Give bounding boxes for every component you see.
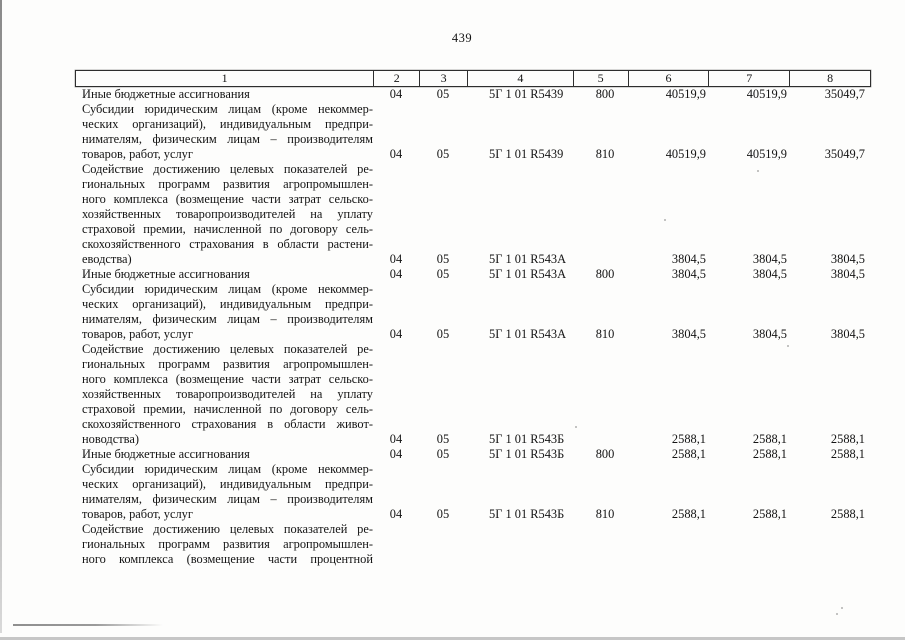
- table-row: [75, 282, 871, 342]
- header-cell-8: 8: [789, 71, 870, 86]
- cell-vr: 800: [595, 447, 615, 461]
- row-name: Субсидии юридическим лицам (кроме некоммер- ческих организаций), индивидуальным предпри- нимателям, физическим лицам – производителям товаров, работ, услуг: [82, 282, 373, 341]
- cell-code: [467, 552, 573, 567]
- cell-rz: 04: [389, 252, 403, 266]
- table-row: [75, 267, 871, 282]
- cell-amount-1: 40519,9: [665, 147, 706, 161]
- cell-amount-1: [628, 552, 709, 567]
- table-header-row: [75, 70, 871, 87]
- row-name: Содействие достижению целевых показателей ре- гиональных программ развития агропромышлен- ного комплекса (возмещение части процентной: [82, 522, 373, 566]
- scan-left-edge-line: [0, 0, 2, 633]
- cell-amount-1: 40519,9: [665, 87, 706, 101]
- cell-pz: 05: [436, 252, 450, 266]
- table-row: [75, 87, 871, 102]
- cell-pz: 05: [436, 87, 450, 101]
- cell-vr: [573, 432, 628, 447]
- cell-rz: [373, 552, 419, 567]
- cell-amount-2: 2588,1: [752, 432, 787, 446]
- cell-pz: 05: [436, 447, 450, 461]
- cell-amount-2: [709, 552, 790, 567]
- cell-pz: 05: [436, 432, 450, 446]
- cell-rz: 04: [389, 267, 403, 281]
- cell-amount-3: 2588,1: [830, 432, 865, 446]
- cell-amount-2: 40519,9: [746, 147, 787, 161]
- cell-rz: 04: [389, 87, 403, 101]
- cell-code: 5Г 1 01 R5439: [489, 147, 564, 161]
- cell-pz: 05: [436, 507, 450, 521]
- header-cell-7: 7: [708, 71, 789, 86]
- row-name: Содействие достижению целевых показателей ре- гиональных программ развития агропромышлен- ного комплекса (возмещение части затрат сельско- хозяйственных товаропроизводителей на уплату страховой премии, начисленной по договору сель- скохозяйственного страхования в области растени- еводства): [82, 162, 373, 266]
- scan-speck: [836, 613, 838, 615]
- header-cell-5: 5: [573, 71, 628, 86]
- row-name: Иные бюджетные ассигнования: [82, 447, 250, 461]
- cell-amount-3: 35049,7: [824, 147, 865, 161]
- cell-amount-3: 3804,5: [830, 252, 865, 266]
- table-body: [75, 87, 871, 567]
- cell-vr: 810: [595, 147, 615, 161]
- cell-vr: 800: [595, 267, 615, 281]
- cell-code: 5Г 1 01 R5439: [489, 87, 564, 101]
- table-row: [75, 522, 871, 567]
- cell-amount-2: 40519,9: [746, 87, 787, 101]
- cell-amount-3: 3804,5: [830, 267, 865, 281]
- cell-amount-3: 3804,5: [830, 327, 865, 341]
- cell-code: 5Г 1 01 R543Б: [489, 447, 565, 461]
- row-name: Иные бюджетные ассигнования: [82, 267, 250, 281]
- cell-code: 5Г 1 01 R543Б: [489, 432, 565, 446]
- cell-pz: 05: [436, 267, 450, 281]
- row-name: Содействие достижению целевых показателей ре- гиональных программ развития агропромышлен- ного комплекса (возмещение части затрат сельско- хозяйственных товаропроизводителей на уплату страховой премии, начисленной по договору сель- скохозяйственного страхования в области живот- новодства): [82, 342, 373, 446]
- cell-pz: 05: [436, 147, 450, 161]
- row-name: Субсидии юридическим лицам (кроме некоммер- ческих организаций), индивидуальным предпри- нимателям, физическим лицам – производителям товаров, работ, услуг: [82, 462, 373, 521]
- cell-vr: 800: [595, 87, 615, 101]
- cell-amount-2: 3804,5: [752, 252, 787, 266]
- cell-vr: 810: [595, 327, 615, 341]
- table-row: [75, 447, 871, 462]
- cell-amount-3: 2588,1: [830, 507, 865, 521]
- cell-vr: 810: [595, 507, 615, 521]
- scan-speck: [841, 607, 843, 609]
- table-row: [75, 162, 871, 267]
- cell-amount-2: 2588,1: [752, 507, 787, 521]
- cell-pz: [419, 552, 467, 567]
- cell-rz: 04: [389, 507, 403, 521]
- cell-rz: 04: [389, 327, 403, 341]
- table-row: [75, 342, 871, 447]
- cell-amount-1: 2588,1: [671, 447, 706, 461]
- cell-pz: 05: [436, 327, 450, 341]
- cell-vr: [573, 252, 628, 267]
- table-row: [75, 102, 871, 162]
- header-cell-2: 2: [373, 71, 419, 86]
- cell-rz: 04: [389, 147, 403, 161]
- cell-rz: 04: [389, 447, 403, 461]
- budget-table: [75, 70, 871, 567]
- cell-amount-2: 3804,5: [752, 267, 787, 281]
- scan-stray-line: [13, 624, 163, 626]
- cell-amount-1: 3804,5: [671, 267, 706, 281]
- cell-amount-2: 3804,5: [752, 327, 787, 341]
- cell-code: 5Г 1 01 R543A: [489, 267, 567, 281]
- cell-code: 5Г 1 01 R543A: [489, 327, 567, 341]
- header-cell-3: 3: [419, 71, 467, 86]
- cell-amount-3: 2588,1: [830, 447, 865, 461]
- row-name: Иные бюджетные ассигнования: [82, 87, 250, 101]
- cell-vr: [573, 552, 628, 567]
- page-number: 439: [451, 31, 473, 45]
- header-cell-1: 1: [221, 71, 228, 85]
- cell-amount-2: 2588,1: [752, 447, 787, 461]
- cell-amount-1: 2588,1: [671, 432, 706, 446]
- cell-code: 5Г 1 01 R543Б: [489, 507, 565, 521]
- header-cell-6: 6: [628, 71, 709, 86]
- cell-amount-3: [790, 552, 871, 567]
- cell-code: 5Г 1 01 R543A: [489, 252, 567, 266]
- table-row: [75, 462, 871, 522]
- cell-amount-1: 3804,5: [671, 252, 706, 266]
- cell-amount-3: 35049,7: [824, 87, 865, 101]
- cell-rz: 04: [389, 432, 403, 446]
- row-name: Субсидии юридическим лицам (кроме некоммер- ческих организаций), индивидуальным предпри- нимателям, физическим лицам – производителям товаров, работ, услуг: [82, 102, 373, 161]
- cell-amount-1: 2588,1: [671, 507, 706, 521]
- header-cell-4: 4: [467, 71, 573, 86]
- cell-amount-1: 3804,5: [671, 327, 706, 341]
